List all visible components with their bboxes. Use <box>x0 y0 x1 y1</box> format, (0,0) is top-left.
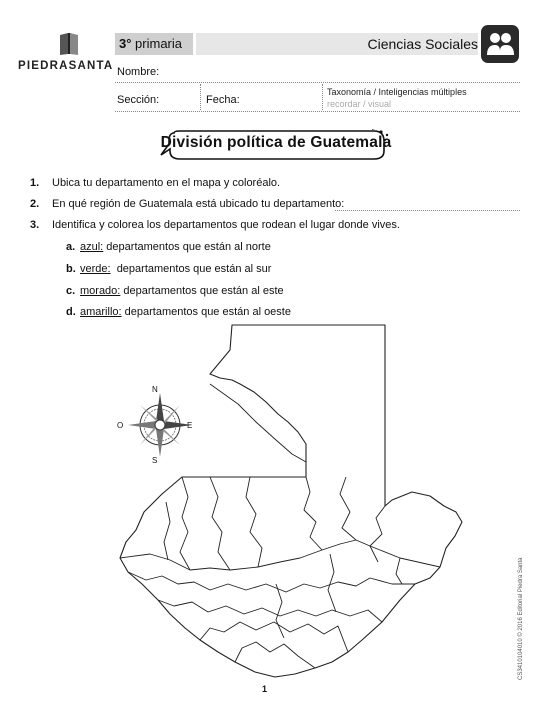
subitem-b: b. verde: departamentos que están al sur <box>66 263 272 275</box>
section-label: Sección: <box>117 94 160 106</box>
subitem-a: a. azul: departamentos que están al norte <box>66 241 271 253</box>
taxonomy-label: Taxonomía / Inteligencias múltiples <box>327 87 467 97</box>
name-label: Nombre: <box>117 66 160 78</box>
divider <box>115 111 520 112</box>
divider <box>115 82 520 83</box>
question-3: 3. Identifica y colorea los departamentos que rodean el lugar donde vives. <box>30 219 400 231</box>
compass-south-label: S <box>152 456 158 465</box>
subitem-c: c. morado: departamentos que están al este <box>66 285 284 297</box>
question-1: 1. Ubica tu departamento en el mapa y coloréalo. <box>30 177 281 189</box>
date-label: Fecha: <box>206 94 240 106</box>
page-title: División política de Guatemala <box>160 134 392 151</box>
compass-west-label: O <box>117 421 124 430</box>
answer-line[interactable] <box>335 210 520 211</box>
question-2: 2. En qué región de Guatemala está ubicado tu departamento: <box>30 198 345 210</box>
page-number: 1 <box>262 684 268 694</box>
divider <box>322 84 323 110</box>
compass-east-label: E <box>187 421 193 430</box>
book-logo-icon <box>58 32 80 56</box>
publisher-logo: PIEDRASANTA <box>18 60 114 72</box>
compass-north-label: N <box>152 385 158 394</box>
subject-title: Ciencias Sociales <box>367 36 478 52</box>
grade-label: 3° primaria <box>119 36 183 51</box>
subitem-d: d. amarillo: departamentos que están al oeste <box>66 306 291 318</box>
guatemala-map[interactable] <box>70 322 480 680</box>
copyright-code: CS3410104010 © 2016 Editorial Piedra Santa <box>518 557 524 680</box>
group-people-icon <box>481 25 519 63</box>
divider <box>200 84 201 110</box>
taxonomy-sub: recordar / visual <box>327 99 392 109</box>
